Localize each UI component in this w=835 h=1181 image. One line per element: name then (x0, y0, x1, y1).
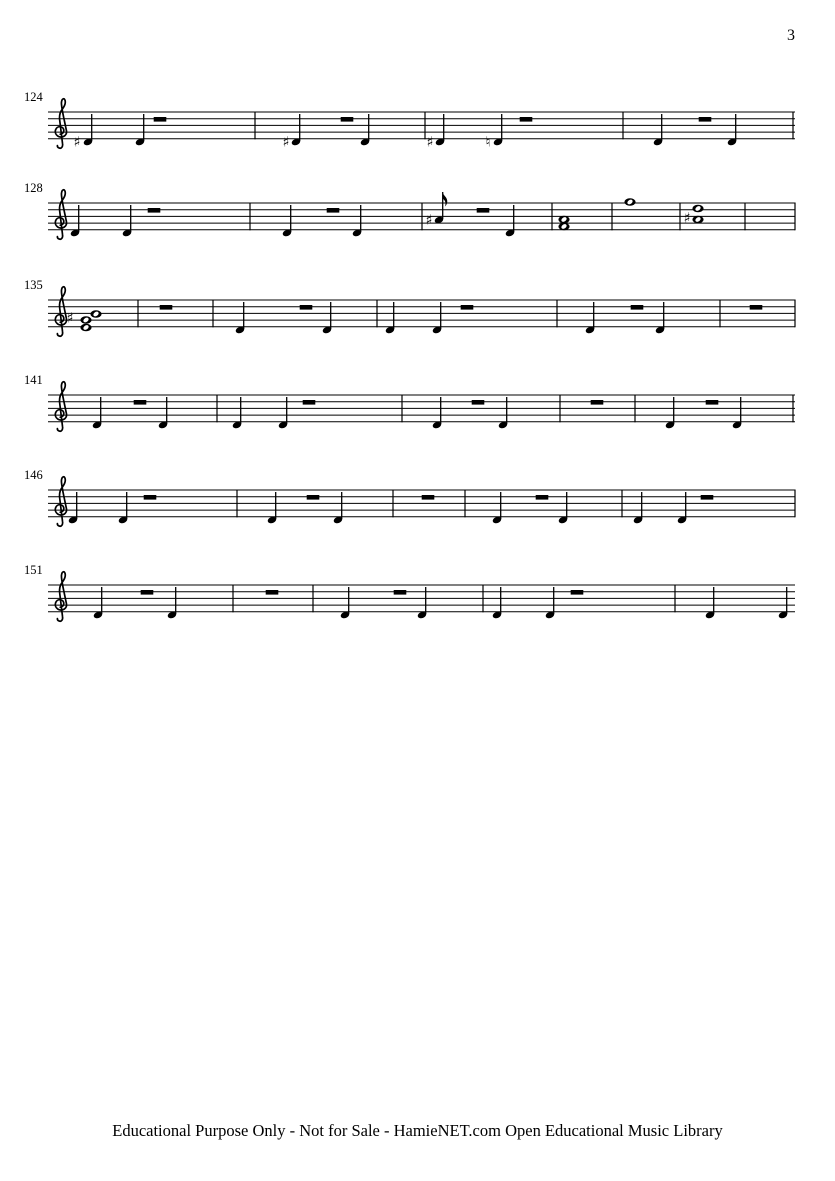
sharp-icon: ♯ (425, 212, 433, 229)
half-rest (266, 590, 279, 595)
half-rest (701, 495, 714, 500)
treble-clef-icon (55, 190, 66, 239)
half-rest (472, 400, 485, 405)
half-rest (148, 208, 161, 213)
staff-system (24, 563, 795, 621)
sharp-icon: ♯ (683, 210, 691, 227)
half-rest (394, 590, 407, 595)
natural-icon: ♮ (485, 134, 491, 151)
staff-system (24, 278, 795, 336)
half-rest (144, 495, 157, 500)
half-rest (631, 305, 644, 310)
half-rest (154, 117, 167, 122)
measure-number: 124 (24, 90, 43, 104)
half-rest (706, 400, 719, 405)
eighth-flag-icon (443, 192, 448, 207)
half-rest (134, 400, 147, 405)
measure-number: 141 (24, 373, 43, 387)
staff-system (24, 181, 795, 239)
page-number: 3 (787, 27, 795, 44)
measure-number: 128 (24, 181, 43, 195)
half-rest (307, 495, 320, 500)
sharp-icon: ♯ (66, 310, 74, 327)
treble-clef-icon (55, 477, 66, 526)
half-rest (461, 305, 474, 310)
half-rest (160, 305, 173, 310)
measure-number: 146 (24, 468, 43, 482)
measure-number: 151 (24, 563, 43, 577)
staff-system (24, 373, 795, 431)
half-rest (422, 495, 435, 500)
half-rest (341, 117, 354, 122)
half-rest (591, 400, 604, 405)
treble-clef-icon (55, 572, 66, 621)
staff-system (24, 90, 795, 151)
half-rest (699, 117, 712, 122)
sharp-icon: ♯ (426, 134, 434, 151)
footer-text: Educational Purpose Only - Not for Sale - HamieNET.com Open Educational Music Library (112, 1121, 723, 1140)
staff-system (24, 468, 795, 526)
half-rest (536, 495, 549, 500)
treble-clef-icon (55, 287, 66, 336)
sharp-icon: ♯ (73, 134, 81, 151)
treble-clef-icon (55, 99, 66, 148)
half-rest (303, 400, 316, 405)
half-rest (141, 590, 154, 595)
half-rest (750, 305, 763, 310)
measure-number: 135 (24, 278, 43, 292)
treble-clef-icon (55, 382, 66, 431)
half-rest (571, 590, 584, 595)
half-rest (327, 208, 340, 213)
sharp-icon: ♯ (282, 134, 290, 151)
half-rest (520, 117, 533, 122)
half-rest (477, 208, 490, 213)
half-rest (300, 305, 313, 310)
